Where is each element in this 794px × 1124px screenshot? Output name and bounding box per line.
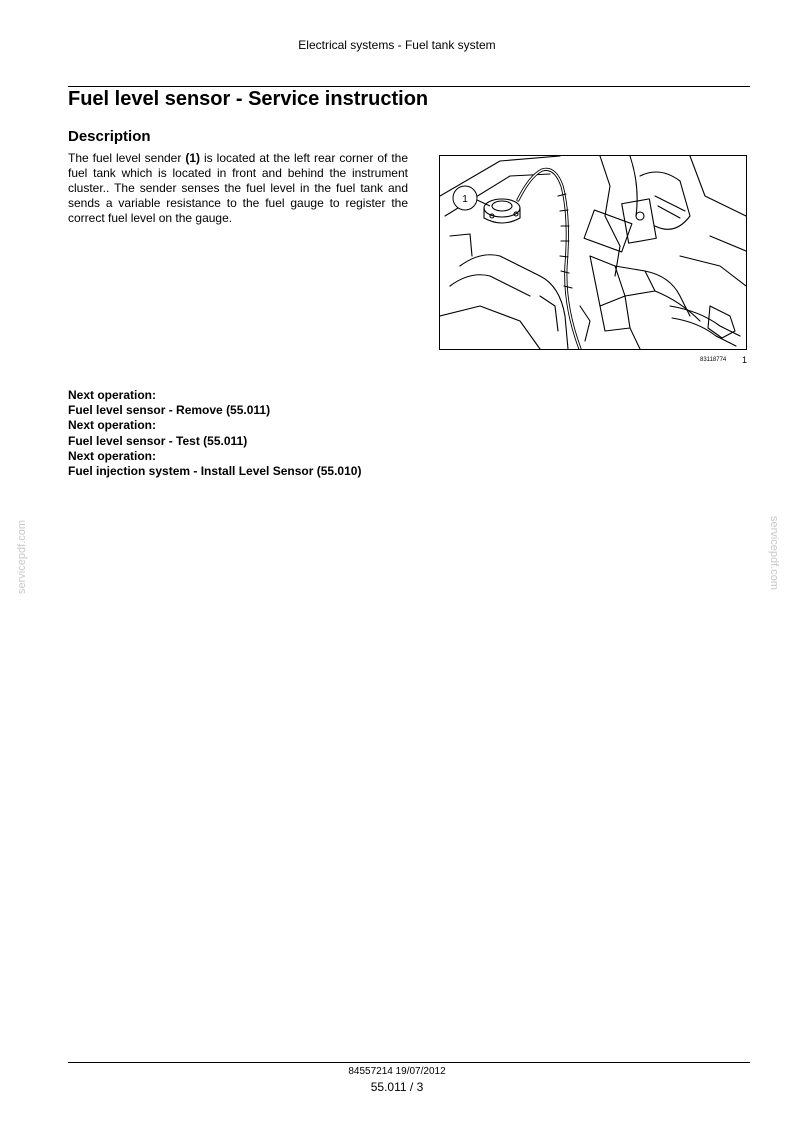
header-rule <box>68 86 750 87</box>
next-operations-list <box>68 388 361 479</box>
description-text-end: is located at the left rear corner of the fuel tank which is located in front and behind the instrument cluster.. The sender senses the fuel level in the fuel tank and sends a variable resistance to the fuel gauge to register the correct fuel level on the gauge. <box>68 151 408 225</box>
footer-rule <box>68 1062 750 1063</box>
footer-document-code: 84557214 19/07/2012 <box>348 1066 446 1077</box>
fuel-level-sensor-illustration <box>439 155 747 350</box>
footer-page-number: 55.011 / 3 <box>370 1080 424 1094</box>
description-paragraph <box>68 151 408 226</box>
next-operation-label: Next operation: <box>68 388 157 402</box>
next-operation-label: Next operation: <box>68 448 157 463</box>
figure-callout-1: 1 <box>462 194 468 205</box>
page-title: Fuel level sensor - Service instruction <box>68 88 429 110</box>
watermark-right: servicepdf.com <box>768 516 780 590</box>
figure-number: 1 <box>742 355 748 365</box>
next-operation-link[interactable]: Fuel level sensor - Remove (55.011) <box>68 403 271 418</box>
next-operation-link[interactable]: Fuel injection system - Install Level Sensor (55.010) <box>68 464 362 479</box>
running-header: Electrical systems - Fuel tank system <box>298 38 496 52</box>
next-operation-label: Next operation: <box>68 418 157 433</box>
line-drawing <box>440 156 746 349</box>
description-text-start: The fuel level sender <box>68 151 186 165</box>
section-heading-description: Description <box>68 128 151 145</box>
next-operation-link[interactable]: Fuel level sensor - Test (55.011) <box>68 433 248 448</box>
figure-code: 83118774 <box>700 357 727 363</box>
watermark-left: servicepdf.com <box>16 520 28 594</box>
description-callout-ref: (1) <box>185 151 201 165</box>
